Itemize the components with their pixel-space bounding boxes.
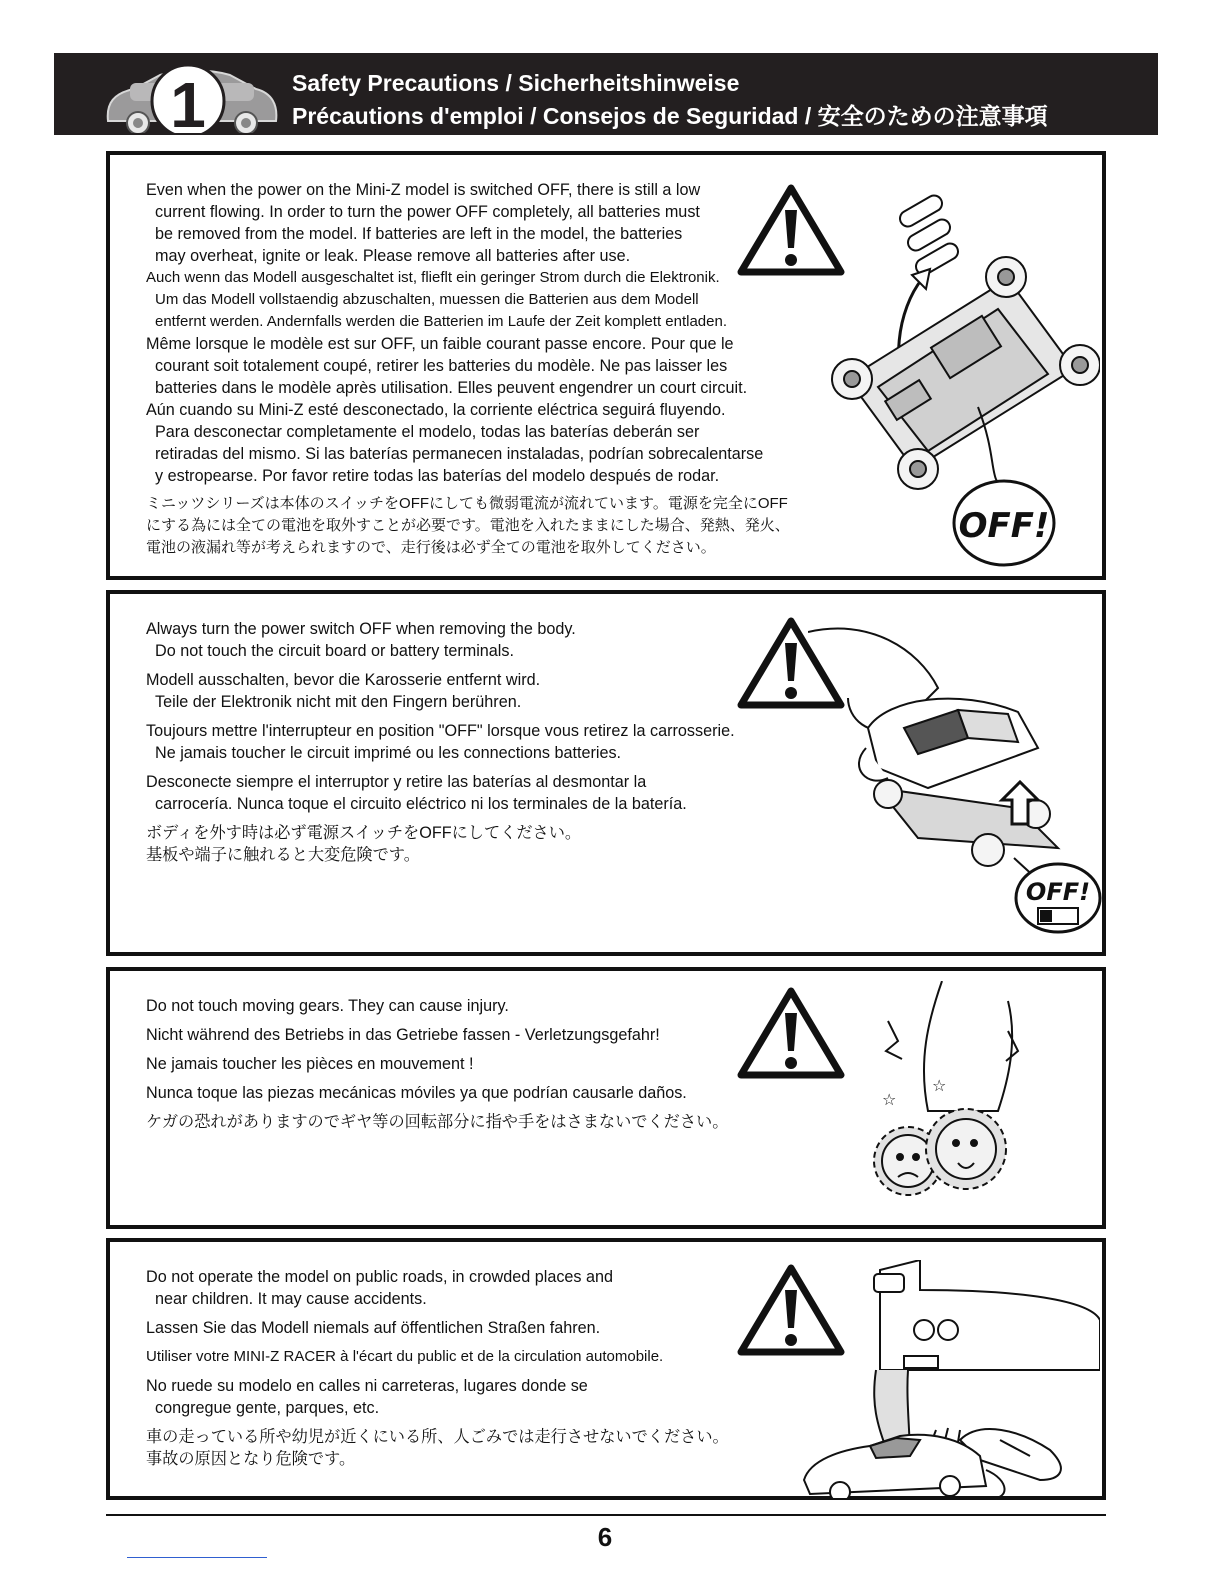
text-line: Always turn the power switch OFF when removing the body. (146, 620, 576, 638)
text-line: near children. It may cause accidents. (155, 1290, 427, 1308)
chassis-icon (832, 257, 1100, 489)
text-line: congregue gente, parques, etc. (155, 1399, 380, 1417)
text-line: 事故の原因となり危険です。 (146, 1450, 356, 1468)
text-line: ミニッツシリーズは本体のスイッチをOFFにしても微弱電流が流れています。電源を完全にOFF (146, 495, 788, 512)
text-line: ケガの恐れがありますのでギヤ等の回転部分に指や手をはさまないでください。 (146, 1113, 729, 1131)
text-line: にする為には全ての電池を取外すことが必要です。電池を入れたままにした場合、発熱、発火、 (146, 517, 790, 534)
text-line: be removed from the model. If batteries are left in the model, the batteries (155, 225, 683, 243)
text-line: batteries dans le modèle après utilisation. Elles peuvent engendrer un court circuit. (155, 379, 748, 397)
text-line: carrocería. Nunca toque el circuito eléctrico ni los terminales de la batería. (155, 795, 687, 813)
paragraph-es (146, 771, 735, 815)
car-number-badge-icon (100, 63, 280, 133)
paragraph-en (146, 179, 790, 267)
paragraph-es (146, 1375, 729, 1419)
body-removal-illustration (808, 618, 1104, 938)
text-line: entfernt werden. Andernfalls werden die Batterien im Laufe der Zeit komplett entladen. (155, 313, 727, 330)
panel-text (146, 1266, 729, 1477)
off-callout-text: OFF! (1025, 878, 1091, 906)
text-line: Auch wenn das Modell ausgeschaltet ist, flieflt ein geringer Strom durch die Elektronik. (146, 269, 720, 286)
text-line: No ruede su modelo en calles ni carreteras, lugares donde se (146, 1377, 588, 1395)
paragraph-es (146, 399, 790, 487)
model-car-icon (804, 1435, 986, 1498)
title-line-1: Safety Precautions / Sicherheitshinweise (292, 70, 740, 96)
battery-removal-illustration (818, 169, 1100, 569)
page-number: 6 (597, 1522, 613, 1552)
step-number: 1 (170, 69, 206, 133)
paragraph-es (146, 1082, 728, 1104)
text-line: 車の走っている所や幼児が近くにいる所、人ごみでは走行させないでください。 (146, 1428, 729, 1446)
panel-battery-removal (106, 151, 1106, 580)
paragraph-en (146, 1266, 729, 1310)
panel-text (146, 995, 728, 1140)
paragraph-de (146, 669, 735, 713)
paragraph-fr (146, 333, 790, 399)
paragraph-fr (146, 1346, 729, 1368)
text-line: Even when the power on the Mini-Z model is switched OFF, there is still a low (146, 181, 701, 199)
text-line: Lassen Sie das Modell niemals auf öffentlichen Straßen fahren. (146, 1319, 601, 1337)
title-line-2: Précautions d'emploi / Consejos de Seguridad / 安全のための注意事項 (292, 103, 1048, 129)
paragraph-en (146, 995, 728, 1017)
battery-icon (897, 193, 961, 278)
text-line: Do not touch the circuit board or battery terminals. (155, 642, 514, 660)
text-line: 基板や端子に触れると大変危険です。 (146, 846, 420, 864)
text-line: Ne jamais toucher le circuit imprimé ou les connections batteries. (155, 744, 622, 762)
text-line: courant soit totalement coupé, retirer les batteries du modèle. Ne pas laisser les (155, 357, 728, 375)
panel-moving-gears (106, 967, 1106, 1229)
text-line: 電池の液漏れ等が考えられますので、走行後は必ず全ての電池を取外してください。 (146, 539, 716, 556)
paragraph-en (146, 618, 735, 662)
page-title (292, 67, 1048, 133)
text-line: current flowing. In order to turn the power OFF completely, all batteries must (155, 203, 700, 221)
street-car-illustration (800, 1260, 1100, 1498)
warning-triangle-icon (737, 985, 845, 1081)
footer-rule (106, 1514, 1106, 1516)
paragraph-de (146, 1317, 729, 1339)
text-line: Do not operate the model on public roads, in crowded places and (146, 1268, 614, 1286)
text-line: Utiliser votre MINI-Z RACER à l'écart du public et de la circulation automobile. (146, 1348, 664, 1365)
car-body-icon (868, 699, 1038, 788)
panel-text (146, 179, 790, 559)
gears-illustration (858, 981, 1038, 1221)
text-line: ボディを外す時は必ず電源スイッチをOFFにしてください。 (146, 824, 582, 842)
text-line: Um das Modell vollstaendig abzuschalten, muessen die Batterien aus dem Modell (155, 291, 699, 308)
text-line: retiradas del mismo. Si las baterías permanecen instaladas, podrían sobrecalentarse (155, 445, 764, 463)
text-line: may overheat, ignite or leak. Please remove all batteries after use. (155, 247, 631, 265)
text-line: Teile der Elektronik nicht mit den Fingern berühren. (155, 693, 522, 711)
text-line: Même lorsque le modèle est sur OFF, un faible courant passe encore. Pour que le (146, 335, 734, 353)
paragraph-fr (146, 720, 735, 764)
text-line: Desconecte siempre el interruptor y retire las baterías al desmontar la (146, 773, 647, 791)
text-line: Para desconectar completamente el modelo, todas las baterías deberán ser (155, 423, 700, 441)
panel-power-off-body (106, 590, 1106, 956)
paragraph-fr (146, 1053, 728, 1075)
off-callout-text: OFF! (958, 506, 1050, 546)
text-line: y estropearse. Por favor retire todas las baterías del modelo después de rodar. (155, 467, 720, 485)
gear-icon (874, 1109, 1006, 1195)
text-line: Modell ausschalten, bevor die Karosserie entfernt wird. (146, 671, 541, 689)
paragraph-de (146, 267, 790, 333)
panel-public-roads (106, 1238, 1106, 1500)
section-header (54, 53, 1158, 135)
paragraph-ja (146, 1426, 729, 1470)
star-icon: ☆ (882, 1092, 897, 1109)
star-icon: ☆ (932, 1078, 947, 1095)
paragraph-de (146, 1024, 728, 1046)
paragraph-ja (146, 822, 735, 866)
text-line: Nunca toque las piezas mecánicas móviles ya que podrían causarle daños. (146, 1084, 687, 1102)
panel-text (146, 618, 735, 873)
footer-blue-rule (127, 1557, 267, 1558)
paragraph-ja (146, 493, 790, 559)
text-line: Do not touch moving gears. They can cause injury. (146, 997, 509, 1015)
text-line: Aún cuando su Mini-Z esté desconectado, la corriente eléctrica seguirá fluyendo. (146, 401, 726, 419)
text-line: Ne jamais toucher les pièces en mouvement ! (146, 1055, 474, 1073)
paragraph-ja (146, 1111, 728, 1133)
text-line: Nicht während des Betriebs in das Getriebe fassen - Verletzungsgefahr! (146, 1026, 660, 1044)
text-line: Toujours mettre l'interrupteur en position "OFF" lorsque vous retirez la carrosserie. (146, 722, 735, 740)
